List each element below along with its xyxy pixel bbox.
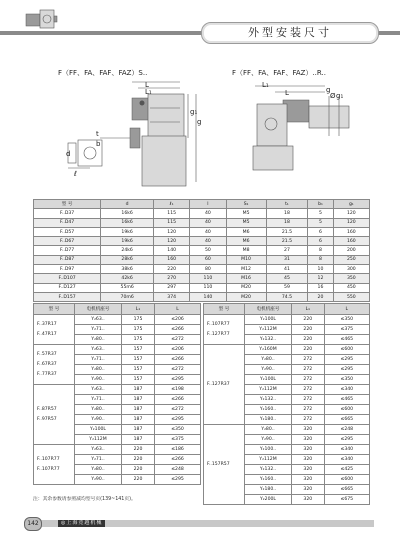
table-cell: F..D67 [34,237,101,246]
table-cell: 70m6 [101,292,154,301]
table-cell: 187 [122,435,155,445]
col-header: g₁ [333,200,369,209]
page-title: 外型安装尺寸 [201,22,379,44]
gearmotor-logo [24,6,58,32]
table-cell: Y₂132.. [245,465,292,475]
table-cell: ≤295 [155,415,201,425]
table-cell: 187 [122,415,155,425]
table-cell: 20 [308,292,333,301]
col-header: 电机机座号 [245,304,292,315]
motor-table-right [203,303,370,505]
table-cell: Y₂80.. [75,335,122,345]
table-row [34,292,370,301]
table-cell: 220 [292,345,325,355]
table-cell: 115 [154,218,190,227]
table-cell: M12 [226,265,266,274]
table-cell: 272 [292,395,325,405]
table-cell: ≤600 [324,345,369,355]
left-drawing-label: F（FF、FA、FAF、FAZ）S.. [58,69,148,77]
table-row [204,425,370,435]
table-cell: ≤350 [155,425,201,435]
table-cell: ≤248 [324,425,369,435]
table-cell: 157 [122,345,155,355]
col-header: d [101,200,154,209]
table-cell: 6 [308,237,333,246]
table-cell: 175 [122,335,155,345]
table-cell: 40 [190,227,226,236]
dim-g: g [197,118,202,126]
table-cell: Y₂80.. [75,365,122,375]
table-cell: 270 [154,274,190,283]
table-cell: ≤665 [324,485,369,495]
table-cell: F..D107 [34,274,101,283]
col-header: l [190,200,226,209]
table-row [34,255,370,264]
table-cell: Y₂100L [245,375,292,385]
model-cell [204,345,245,425]
table-cell: 120 [154,237,190,246]
dim-r-g1: g₁ [336,92,344,100]
table-cell: 6 [308,227,333,236]
table-cell: 157 [122,355,155,365]
table-cell: Y₂200L [245,495,292,505]
model-cell [204,315,245,345]
table-cell: 200 [333,246,369,255]
table-cell: M10 [226,255,266,264]
page-number: 142 [24,517,42,531]
table-cell: 18 [266,209,308,218]
table-cell: ≤295 [324,365,369,375]
table-cell: 157 [122,365,155,375]
table-cell: 220 [122,465,155,475]
table-cell: 12 [308,274,333,283]
model-name: F..107R77 [37,456,60,462]
table-cell: 120 [154,227,190,236]
table-cell: F..D127 [34,283,101,292]
table-row [34,283,370,292]
table-cell: 120 [333,218,369,227]
table-cell: 272 [292,365,325,375]
table-cell: Y₂71.. [75,395,122,405]
table-cell: 175 [122,315,155,325]
table-cell: 187 [122,395,155,405]
table-row [34,218,370,227]
table-cell: M20 [226,283,266,292]
table-cell: 10 [308,265,333,274]
right-drawing-label: F（FF、FA、FAF、FAZ）..R.. [232,69,326,77]
col-header: 电机机座号 [75,304,122,315]
table-cell: 19k6 [101,237,154,246]
table-cell: M5 [226,209,266,218]
table-cell: 272 [292,355,325,365]
model-name: F..87R57 [37,406,57,412]
table-cell: 220 [122,475,155,485]
dimension-table-header [34,200,370,209]
table-cell: ≤272 [155,405,201,415]
table-cell: ≤248 [155,465,201,475]
table-cell: M5 [226,218,266,227]
table-row [34,227,370,236]
table-cell: 374 [154,292,190,301]
dim-b: b [96,140,101,148]
table-cell: 120 [333,209,369,218]
table-cell: ≤266 [155,325,201,335]
table-cell: ≤465 [324,395,369,405]
table-cell: 55m6 [101,283,154,292]
dim-d: d [66,150,71,158]
table-cell: 450 [333,283,369,292]
table-cell: 175 [122,325,155,335]
table-cell: Y₂160.. [245,475,292,485]
table-cell: ≤272 [155,335,201,345]
table-cell: ≤340 [324,455,369,465]
table-cell: Y₂63.. [75,385,122,395]
table-cell: 220 [154,265,190,274]
table-cell: 220 [292,325,325,335]
table-cell: Y₂90.. [245,435,292,445]
col-header: 型 号 [204,304,245,315]
table-cell: ≤198 [155,385,201,395]
table-cell: ≤295 [155,375,201,385]
model-name: F..67R37 [37,361,57,367]
dim-r-phi: Ø [330,92,336,100]
table-cell: 272 [292,405,325,415]
table-cell: M6 [226,227,266,236]
col-header: 型 号 [34,304,75,315]
table-cell: 18 [266,218,308,227]
model-name: F..37R17 [37,321,57,327]
table-cell: Y₂100.. [245,445,292,455]
table-cell: Y₂160.. [245,405,292,415]
table-cell: 320 [292,445,325,455]
table-cell: ≤350 [324,375,369,385]
table-cell: 320 [292,435,325,445]
table-cell: ≤665 [324,415,369,425]
model-cell [34,445,75,485]
table-cell: M8 [226,246,266,255]
dim-r-g: g [326,86,331,94]
table-cell: ≤295 [324,435,369,445]
table-cell: Y₂90.. [75,375,122,385]
col-header: 型 号 [34,200,101,209]
table-cell: ≤295 [155,475,201,485]
table-cell: 157 [122,375,155,385]
model-name: F..97R57 [37,416,57,422]
table-cell: Y₂132.. [245,335,292,345]
table-cell: 300 [333,265,369,274]
model-name: F..107R77 [207,321,230,327]
table-cell: 40 [190,218,226,227]
table-cell: 320 [292,465,325,475]
table-cell: 5 [308,218,333,227]
table-row [34,385,201,395]
table-cell: Y₂63.. [75,345,122,355]
table-cell: ≤266 [155,395,201,405]
table-cell: 160 [154,255,190,264]
table-row [34,209,370,218]
table-cell: ≤206 [155,315,201,325]
table-cell: M20 [226,292,266,301]
table-cell: ≤600 [324,405,369,415]
dim-l: ℓ [74,170,77,178]
table-cell: ≤425 [324,465,369,475]
model-name: F..127R37 [207,381,230,387]
dim-t: t [96,130,99,138]
table-cell: 250 [333,255,369,264]
table-row [34,265,370,274]
footnote: 注：其余参数请参照减均型号页(139~141页)。 [33,497,136,502]
table-cell: 41 [266,265,308,274]
dim-g1: g₁ [190,108,198,116]
table-cell: 50 [190,246,226,255]
table-row [204,345,370,355]
table-cell: F..D87 [34,255,101,264]
table-cell: Y₂90.. [245,365,292,375]
table-cell: Y₂80.. [75,465,122,475]
table-cell: ≤272 [155,365,201,375]
table-cell: 5 [308,209,333,218]
table-cell: ≤266 [155,455,201,465]
table-cell: 16 [308,283,333,292]
table-cell: F..D97 [34,265,101,274]
table-cell: ≤375 [155,435,201,445]
table-cell: 40 [190,237,226,246]
table-cell: 272 [292,385,325,395]
table-cell: 27 [266,246,308,255]
table-cell: 320 [292,475,325,485]
table-cell: F..D37 [34,209,101,218]
table-cell: 550 [333,292,369,301]
table-cell: Y₂180.. [245,415,292,425]
table-cell: ≤675 [324,495,369,505]
table-cell: 320 [292,495,325,505]
table-cell: Y₂100L [75,425,122,435]
table-cell: Y₂71.. [75,325,122,335]
table-cell: 42k6 [101,274,154,283]
table-cell: 74.5 [266,292,308,301]
table-cell: 297 [154,283,190,292]
col-header: t₁ [266,200,308,209]
table-cell: Y₂63.. [75,315,122,325]
table-cell: F..D77 [34,246,101,255]
table-cell: Y₂180.. [245,485,292,495]
col-header: b₁ [308,200,333,209]
table-cell: Y₂112M [75,435,122,445]
table-cell: 320 [292,455,325,465]
table-row [34,445,201,455]
col-header: L [324,304,369,315]
model-cell [204,425,245,505]
table-cell: 140 [154,246,190,255]
table-cell: 220 [122,455,155,465]
table-cell: Y₂80.. [245,425,292,435]
model-name: F..127R77 [207,331,230,337]
table-cell: ≤465 [324,335,369,345]
col-header: S₁ [226,200,266,209]
table-cell: 110 [190,283,226,292]
table-row [34,246,370,255]
table-cell: 220 [292,335,325,345]
table-cell: M6 [226,237,266,246]
table-cell: 115 [154,209,190,218]
table-cell: 140 [190,292,226,301]
table-cell: Y₂80.. [245,355,292,365]
table-cell: ≤295 [324,355,369,365]
table-cell: Y₂90.. [75,475,122,485]
table-row [204,315,370,325]
table-cell: 8 [308,255,333,264]
col-header: L₁ [292,304,325,315]
model-name: F..107R77 [37,466,60,472]
table-cell: F..D47 [34,218,101,227]
table-cell: 220 [122,445,155,455]
col-header: ℓ₁ [154,200,190,209]
table-cell: ≤340 [324,385,369,395]
table-cell: 28k6 [101,255,154,264]
model-cell [34,345,75,385]
table-row [34,237,370,246]
table-cell: 110 [190,274,226,283]
table-cell: 350 [333,274,369,283]
table-cell: Y₂160M [245,345,292,355]
table-cell: M16 [226,274,266,283]
table-cell: 16k6 [101,218,154,227]
table-cell: 21.5 [266,237,308,246]
table-cell: Y₂132.. [245,395,292,405]
table-cell: ≤266 [155,355,201,365]
model-cell [34,315,75,345]
dimension-table [33,199,370,302]
table-row [34,345,201,355]
table-cell: 8 [308,246,333,255]
table-cell: 220 [292,315,325,325]
table-cell: 40 [190,209,226,218]
table-cell: 272 [292,415,325,425]
left-drawing [60,78,210,194]
table-cell: ≤340 [324,445,369,455]
table-row [34,315,201,325]
motor-table-left [33,303,201,485]
table-cell: F..D157 [34,292,101,301]
table-cell: ≤186 [155,445,201,455]
table-cell: 187 [122,405,155,415]
table-cell: Y₂100L [245,315,292,325]
col-header: L [155,304,201,315]
right-drawing [235,78,375,178]
model-name: F..57R37 [37,351,57,357]
table-cell: Y₂112M [245,325,292,335]
table-cell: 60 [190,255,226,264]
table-cell: Y₂71.. [75,455,122,465]
table-cell: 38k6 [101,265,154,274]
table-cell: Y₂71.. [75,355,122,365]
brand-label: ◎上海竞越机械 [58,520,105,527]
table-cell: Y₂90.. [75,415,122,425]
table-cell: 21.5 [266,227,308,236]
table-cell: ≤206 [155,345,201,355]
table-cell: F..D57 [34,227,101,236]
table-cell: ≤375 [324,325,369,335]
table-cell: 80 [190,265,226,274]
table-cell: 59 [266,283,308,292]
table-cell: ≤350 [324,315,369,325]
dim-L1: L₁ [145,88,152,96]
table-cell: Y₂63.. [75,445,122,455]
dim-L: L [145,81,149,89]
table-row [34,274,370,283]
table-cell: 24k6 [101,246,154,255]
model-name: F..157R57 [207,461,230,467]
table-cell: 320 [292,485,325,495]
table-cell: 320 [292,425,325,435]
dim-r-L: L [285,89,289,97]
table-cell: 31 [266,255,308,264]
table-cell: 45 [266,274,308,283]
table-cell: 160 [333,227,369,236]
model-name: F..77R37 [37,371,57,377]
table-cell: Y₂112M [245,385,292,395]
table-cell: 160 [333,237,369,246]
table-cell: 19k6 [101,227,154,236]
model-cell [34,385,75,445]
table-cell: Y₂80.. [75,405,122,415]
table-cell: 16k6 [101,209,154,218]
table-cell: 187 [122,385,155,395]
col-header: L₁ [122,304,155,315]
table-cell: Y₂112M [245,455,292,465]
dim-r-L1: L₁ [262,81,269,89]
table-cell: 272 [292,375,325,385]
table-cell: ≤600 [324,475,369,485]
table-cell: 187 [122,425,155,435]
model-name: F..47R17 [37,331,57,337]
